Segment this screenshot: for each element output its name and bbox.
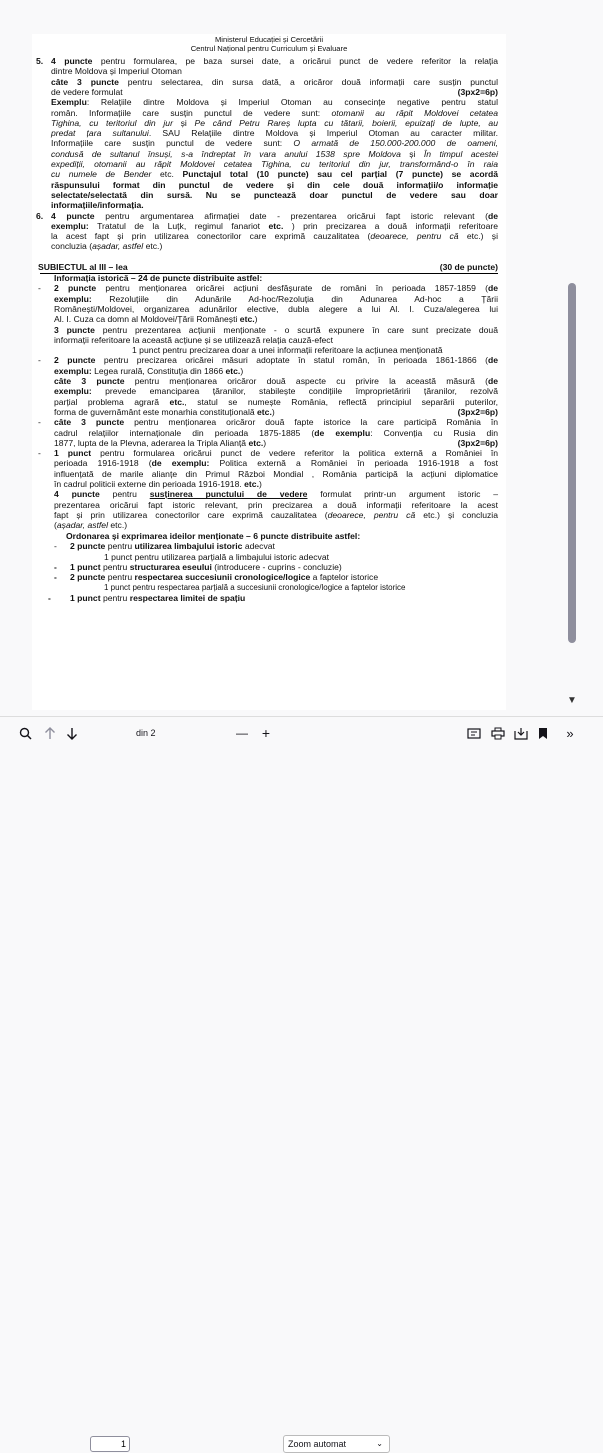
bullet-4: - xyxy=(38,448,41,459)
order-line3: 2 puncte pentru respectarea succesiunii cronologice/logice a faptelor istorice xyxy=(70,572,379,583)
header-center: Centrul Național pentru Curriculum și Evaluare xyxy=(190,43,348,53)
item5-line1: 4 puncte pentru formularea, pe baza sursei date, a oricărui punct de vedere referitor la relația xyxy=(51,56,498,66)
b4-line1: 1 punct pentru formularea oricărui punct de vedere referitor la politica externă a României în xyxy=(54,448,498,459)
item6-line3: la acest fapt și prin utilizarea conectorilor care exprimă cauzalitatea (deoarece, pentru că etc.) și xyxy=(51,231,498,242)
item5-number: 5. xyxy=(36,56,44,66)
b2-line5: parțial problema agrară etc., statul se numește România, reflectă principiul separării puterilor, xyxy=(54,396,499,407)
b1-line4: Al. I. Cuza ca domn al Moldovei/Țării Românești etc.) xyxy=(54,314,258,325)
item5-line8: predat țara sultanului. SAU Relațiile dintre Moldova și Imperiul Otoman au caracter militar. xyxy=(51,128,498,139)
bullet-3: - xyxy=(38,417,41,428)
header-ministry: Ministerul Educației și Cercetării xyxy=(214,35,324,44)
b4-line4: în cadrul politicii externe din perioada 1916-1918. etc.) xyxy=(54,479,262,489)
item5-line9: Informațiile care susțin punctul de vedere sunt: O armată de 150.000-200.000 de oameni, xyxy=(51,138,498,149)
b3-line1: câte 3 puncte pentru menționarea oricăror două fapte istorice la care participă România în xyxy=(54,417,498,428)
b2-line6: forma de guvernământ este monarhia constituțională etc.) xyxy=(54,406,275,417)
b2-line3: câte 3 puncte pentru menționarea oricăror două aspecte cu privire la această măsură (de xyxy=(54,376,498,386)
item5-line13: răspunsului format din punctul de vedere și din cele două informații/o informație xyxy=(51,179,498,190)
info-heading: Informația istorică – 24 de puncte distribuite astfel: xyxy=(54,273,263,283)
page-total: din 2 xyxy=(136,728,156,738)
b2-score: (3px2=6p) xyxy=(457,406,498,417)
more-tools-icon[interactable]: » xyxy=(566,725,574,741)
item5-line11: expediții, otomanii au răpit Moldovei cetatea Tighina, cu teritoriul din jur, transformând-o în raia xyxy=(51,159,498,169)
present-icon[interactable] xyxy=(464,723,484,743)
chevron-down-icon: ⌄ xyxy=(376,1439,383,1448)
bullet-o2: - xyxy=(54,561,57,572)
order-heading: Ordonarea și exprimarea ideilor menționate – 6 puncte distribuite astfel: xyxy=(66,531,361,541)
b1-line7: 1 punct pentru precizarea doar a unei informații referitoare la acțiunea menționată xyxy=(132,345,443,356)
item6-line1: 4 puncte pentru argumentarea afirmației date - prezentarea oricărui fapt istoric relevant (de xyxy=(51,210,498,221)
zoom-select-value: Zoom automat xyxy=(288,1439,347,1449)
b3-score: (3px2=6p) xyxy=(457,437,498,448)
b1-line2: exemplu: Rezoluțiile din Adunările Ad-hoc/Rezoluția din Adunarea Ad-hoc a Țării xyxy=(54,293,498,304)
save-icon[interactable] xyxy=(511,723,531,743)
subject3-title: SUBIECTUL al III – lea xyxy=(38,262,128,272)
b4-line2: perioada 1916-1918 (de exemplu: Politica externă a României în perioada 1916-1918 a fost xyxy=(54,458,498,469)
search-icon[interactable] xyxy=(14,723,36,743)
item5-score: (3px2=6p) xyxy=(457,86,498,97)
pdf-page xyxy=(32,34,506,710)
bullet-o1: - xyxy=(54,541,57,552)
b1-line6: informații referitoare la această acțiune și se utilizează relația cauză-efect xyxy=(54,334,333,345)
zoom-out-button[interactable]: — xyxy=(236,726,248,740)
bookmark-icon[interactable] xyxy=(533,723,553,743)
b4-line7: fapt și prin utilizarea conectorilor care exprimă cauzalitatea (deoarece, pentru că etc.) și concluzia xyxy=(54,509,498,520)
order-line4: 1 punct pentru respectarea limitei de spațiu xyxy=(70,592,246,603)
subject3-points: (30 de puncte) xyxy=(439,262,498,272)
page-number-input[interactable] xyxy=(90,1436,130,1452)
next-page-icon[interactable] xyxy=(62,723,82,743)
item5-line7: Tighina, cu teritoriul din jur și Pe când Petru Rareș lupta cu tătarii, boierii, epuizați de lupte, au xyxy=(51,117,498,128)
item5-line12: cu numele de Bender etc. Punctajul total (10 puncte) sau cel parțial (7 puncte) se acordă xyxy=(51,169,498,180)
item5-line2: dintre Moldova și Imperiul Otoman xyxy=(51,66,182,77)
item6-number: 6. xyxy=(36,210,44,221)
order-line1-sub: 1 punct pentru utilizarea parțială a limbajului istoric adecvat xyxy=(104,551,329,562)
item6-line2: exemplu: Tratatul de la Luțk, regimul fanariot etc. ) prin precizarea a două informații referitoare xyxy=(51,220,498,231)
b1-line5: 3 puncte pentru prezentarea acțiunii menționate - o scurtă expunere în care sunt precizate două xyxy=(54,324,498,335)
zoom-select[interactable] xyxy=(283,1435,390,1453)
b1-line3: Românești/Moldovei, organizarea adunărilor elective, dubla alegere a lui Al. I. Cuza/alegerea lui xyxy=(54,303,498,314)
b1-line1: 2 puncte pentru menționarea oricărei acțiuni desfășurate de români în perioada 1857-1859 (de xyxy=(54,283,499,294)
print-icon[interactable] xyxy=(488,723,508,743)
b2-line1: 2 puncte pentru precizarea oricărei măsuri adoptate în statul român, în perioada 1861-1866 (de xyxy=(54,355,498,366)
bullet-o4: - xyxy=(48,592,51,603)
item5-line6: român. Informațiile care susțin punctul de vedere sunt: otomanii au răpit Moldovei cetatea xyxy=(51,107,498,118)
b4-line8: (așadar, astfel etc.) xyxy=(54,520,128,531)
b3-line3: 1877, lupta de la Plevna, aderarea la Tripla Alianță etc.) xyxy=(54,437,267,448)
b3-line2: cadrul relațiilor internaționale din perioada 1875-1885 (de exemplu: Convenția cu Rusia din xyxy=(54,427,498,438)
order-line1: 2 puncte pentru utilizarea limbajului istoric adecvat xyxy=(70,541,275,552)
item5-line5: Exemplu: Relațiile dintre Moldova și Imperiul Otoman au consecințe negative pentru statul xyxy=(51,97,498,108)
item5-line4: de vedere formulat xyxy=(51,86,123,97)
item5-line10: condusă de sultanul însuși, s-a îndreptat în vara anului 1538 spre Moldova și În timpul acestei xyxy=(51,148,498,159)
item6-line4: concluzia (așadar, astfel etc.) xyxy=(51,241,163,252)
b2-line2: exemplu: Legea rurală, Constituția din 1866 etc.) xyxy=(54,365,244,376)
scrollbar-thumb[interactable] xyxy=(568,283,576,643)
order-line2: 1 punct pentru structurarea eseului (introducere - cuprins - concluzie) xyxy=(70,561,342,572)
b4-line3: influențată de marile alianțe din Primul Război Mondial , România participă la acțiuni diplomatice xyxy=(54,468,498,479)
bullet-o3: - xyxy=(54,572,57,583)
item5-line3: câte 3 puncte pentru selectarea, din sursa dată, a oricăror două informații care susțin punctul xyxy=(51,76,498,87)
scroll-down-arrow-icon[interactable]: ▼ xyxy=(567,695,577,706)
b4-line5: 4 puncte pentru susținerea punctului de vedere formulat printr-un argument istoric – xyxy=(54,489,498,500)
zoom-in-button[interactable]: + xyxy=(261,725,271,741)
b2-line4: exemplu: prevede emanciparea țăranilor, stabilește condițiile împroprietăririi țăranilor, rezolvă xyxy=(54,386,498,397)
toolbar xyxy=(0,716,603,1449)
bullet-2: - xyxy=(38,355,41,366)
b4-line6: prezentarea oricărui fapt istoric relevant, prin precizarea a două informații referitoare la acest xyxy=(54,499,498,510)
item5-line15: informațiile/informația. xyxy=(51,200,144,211)
order-line3-sub: 1 punct pentru respectarea parțială a succesiunii cronologice/logice a faptelor istorice xyxy=(104,582,406,592)
item5-line14: selectate/selectată din sursă. Nu se punctează doar punctul de vedere sau doar xyxy=(51,189,498,200)
previous-page-icon[interactable] xyxy=(40,723,60,743)
bullet-1: - xyxy=(38,283,41,294)
